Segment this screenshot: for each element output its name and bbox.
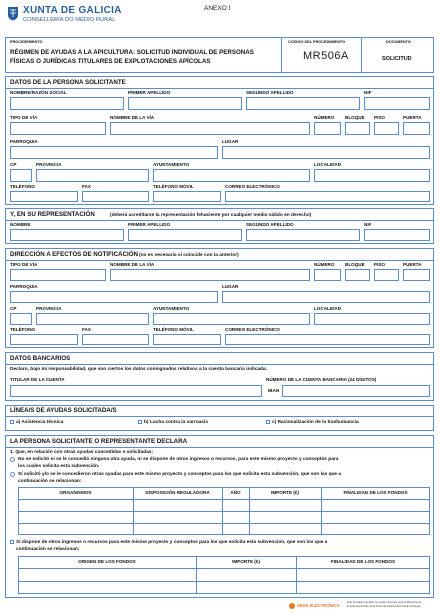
- line-c-checkbox[interactable]: [266, 420, 270, 424]
- line-b-checkbox[interactable]: [138, 420, 142, 424]
- account-holder-field[interactable]: [10, 385, 262, 397]
- n-email-label: CORREO ELECTRÓNICO: [225, 327, 280, 332]
- place-label: LUGAR: [222, 139, 239, 144]
- road-name-field[interactable]: [110, 122, 310, 135]
- number-label: NÚMERO: [314, 115, 335, 120]
- number-field[interactable]: [314, 122, 341, 135]
- representative-subtitle: (deberá acreditarse la representación fehaciente por cualquier medio válido en derecho): [110, 213, 312, 218]
- n-email-field[interactable]: [225, 334, 430, 345]
- road-name-label: NOMBRE DE LA VÍA: [110, 115, 155, 120]
- n-cp-field[interactable]: [10, 313, 32, 325]
- phone-field[interactable]: [10, 191, 78, 202]
- fax-label: FAX: [82, 184, 91, 189]
- n-council-field[interactable]: [153, 313, 310, 325]
- notification-title: DIRECCIÓN A EFECTOS DE NOTIFICACIÓN: [10, 251, 138, 258]
- rep-name-field[interactable]: [10, 229, 124, 241]
- place-field[interactable]: [222, 146, 430, 159]
- block-label: BLOQUE: [345, 115, 365, 120]
- rep-surname1-field[interactable]: [128, 229, 242, 241]
- locality-label: LOCALIDAD: [314, 162, 342, 167]
- n-locality-label: LOCALIDAD: [314, 306, 342, 311]
- n-floor-field[interactable]: [374, 269, 399, 281]
- n-block-label: BLOQUE: [345, 262, 365, 267]
- income-table-header: ORIGEN DE LOS FONDOS: [78, 559, 136, 564]
- option-no-aid-text-2: los cuales solicita esta subvención.: [18, 464, 100, 469]
- surname2-field[interactable]: [246, 97, 360, 110]
- n-place-field[interactable]: [222, 291, 430, 303]
- sede-icon: [289, 603, 295, 609]
- footer-note-2: la sede electrónica de la Xunta de Galicia https://sede.xunta.gal: [347, 605, 421, 608]
- province-label: PROVINCIA: [36, 162, 62, 167]
- rep-surname1-label: PRIMER APELLIDO: [128, 222, 171, 227]
- income-table-header: IMPORTE (€): [232, 559, 260, 564]
- n-road-name-field[interactable]: [110, 269, 310, 281]
- iban-field[interactable]: [282, 385, 430, 397]
- n-province-field[interactable]: [36, 313, 149, 325]
- rep-nif-label: NIF: [364, 222, 372, 227]
- xunta-logo-icon: [7, 6, 19, 21]
- nif-label: NIF: [364, 90, 372, 95]
- parish-label: PARROQUIA: [10, 139, 38, 144]
- procedure-title: RÉGIMEN DE AYUDAS A LA APICULTURA: SOLICITUD INDIVIDUAL DE PERSONAS: [10, 49, 254, 56]
- rep-name-label: NOMBRE: [10, 222, 31, 227]
- option-no-aid-text: No se solicitó ni se le concedió ninguna otra ayuda, ni se dispone de otros ingresos o recursos, para este mismo proyecto y conceptos para: [18, 457, 339, 462]
- representative-title: Y, EN SU REPRESENTACIÓN: [10, 211, 95, 218]
- declaration-title: LA PERSONA SOLICITANTE O REPRESENTANTE DECLARA: [10, 438, 188, 445]
- n-province-label: PROVINCIA: [36, 306, 62, 311]
- n-council-label: AYUNTAMIENTO: [153, 306, 190, 311]
- option-other-aid-text: Sí solicitó y/o se le concedieron otras ayudas para este mismo proyecto y conceptos para los que solicita esta subvención, que son las que a: [18, 472, 342, 477]
- email-label: CORREO ELECTRÓNICO: [225, 184, 280, 189]
- nif-field[interactable]: [364, 97, 430, 110]
- n-floor-label: PISO: [374, 262, 385, 267]
- door-label: PUERTA: [403, 115, 422, 120]
- aid-table-header: IMPORTE (€): [271, 490, 299, 495]
- option-other-income-text: Sí dispone de otros ingresos o recursos para este mismo proyecto y conceptos para los que solicita esta subvención, que son los que a: [16, 540, 328, 545]
- procedure-code: MR506A: [303, 50, 349, 62]
- document-type: SOLICITUD: [382, 56, 412, 62]
- floor-label: PISO: [374, 115, 385, 120]
- n-fax-label: FAX: [82, 327, 91, 332]
- income-table-header: FINALIDAD DE LOS FONDOS: [330, 559, 396, 564]
- sede-label: SEDE ELECTRÓNICA: [297, 603, 340, 608]
- option-other-aid-radio[interactable]: [10, 472, 15, 477]
- floor-field[interactable]: [374, 122, 399, 135]
- option-no-aid-radio[interactable]: [10, 457, 15, 462]
- n-parish-label: PARROQUIA: [10, 284, 38, 289]
- line-b-label: b) Lucha contra la varroasis: [144, 420, 208, 425]
- rep-surname2-label: SEGUNDO APELLIDO: [246, 222, 294, 227]
- applicant-title: DATOS DE LA PERSONA SOLICITANTE: [10, 79, 126, 86]
- bank-title: DATOS BANCARIOS: [10, 355, 71, 362]
- annex-label: ANEXO I: [204, 5, 231, 12]
- road-type-field[interactable]: [10, 122, 106, 135]
- aid-lines-title: LÍNEA/S DE AYUDAS SOLICITADA/S: [10, 407, 117, 414]
- account-number-label: NÚMERO DE LA CUENTA BANCARIA (24 DÍGITOS): [266, 377, 377, 382]
- name-label: NOMBRE/RAZÓN SOCIAL: [10, 90, 67, 95]
- email-field[interactable]: [225, 191, 430, 202]
- n-fax-field[interactable]: [82, 334, 149, 345]
- aid-table-header: DISPOSICIÓN REGULADORA: [145, 490, 210, 495]
- n-place-label: LUGAR: [222, 284, 239, 289]
- n-cp-label: CP: [10, 306, 17, 311]
- bank-declaration: Declaro, bajo mi responsabilidad, que son ciertos los datos consignados relativos a la cuenta bancaria indicada.: [10, 367, 267, 372]
- road-type-label: TIPO DE VÍA: [10, 115, 38, 120]
- option-other-income-text-2: continuación se relacionan:: [16, 547, 80, 552]
- mobile-label: TELÉFONO MÓVIL: [153, 184, 194, 189]
- parish-field[interactable]: [10, 146, 218, 159]
- brand-name: XUNTA DE GALICIA: [23, 5, 122, 16]
- code-label: CÓDIGO DEL PROCEDIMIENTO: [288, 40, 346, 44]
- n-locality-field[interactable]: [314, 313, 430, 325]
- line-a-label: a) Asistencia técnica: [16, 420, 64, 425]
- aid-table-header: ORGANISMOS: [59, 490, 92, 495]
- block-field[interactable]: [345, 122, 370, 135]
- locality-field[interactable]: [314, 169, 430, 182]
- n-mobile-label: TELÉFONO MÓVIL: [153, 327, 194, 332]
- cp-field[interactable]: [10, 169, 32, 182]
- n-number-label: NÚMERO: [314, 262, 335, 267]
- council-field[interactable]: [153, 169, 310, 182]
- option-other-aid-text-2: continuación se relacionan:: [18, 479, 82, 484]
- iban-label: IBAN: [268, 388, 280, 393]
- option-other-income-checkbox[interactable]: [10, 540, 14, 544]
- n-road-name-label: NOMBRE DE LA VÍA: [110, 262, 155, 267]
- procedure-title-line2: FÍSICAS O JURÍDICAS TITULARES DE EXPLOTACIONES APÍCOLAS: [10, 58, 211, 65]
- n-door-label: PUERTA: [403, 262, 422, 267]
- mobile-field[interactable]: [153, 191, 221, 202]
- line-a-checkbox[interactable]: [10, 420, 14, 424]
- n-phone-label: TELÉFONO: [10, 327, 36, 332]
- phone-label: TELÉFONO: [10, 184, 36, 189]
- rep-surname2-field[interactable]: [246, 229, 360, 241]
- council-label: AYUNTAMIENTO: [153, 162, 190, 167]
- n-road-type-field[interactable]: [10, 269, 106, 281]
- surname2-label: SEGUNDO APELLIDO: [246, 90, 294, 95]
- surname1-field[interactable]: [128, 97, 242, 110]
- province-field[interactable]: [36, 169, 149, 182]
- n-number-field[interactable]: [314, 269, 341, 281]
- footer-note: Este formulario también se puede presentar ante el Ministerio de: [347, 601, 422, 604]
- n-phone-field[interactable]: [10, 334, 78, 345]
- aid-table-header: FINALIDAD DE LOS FONDOS: [343, 490, 408, 495]
- procedure-label: PROCEDEMENTO: [10, 40, 43, 44]
- door-field[interactable]: [403, 122, 430, 135]
- n-door-field[interactable]: [403, 269, 430, 281]
- cp-label: CP: [10, 162, 17, 167]
- n-block-field[interactable]: [345, 269, 370, 281]
- rep-nif-field[interactable]: [364, 229, 430, 241]
- line-c-label: c) Racionalización de la trashumancia: [272, 420, 359, 425]
- n-parish-field[interactable]: [10, 291, 218, 303]
- surname1-label: PRIMER APELLIDO: [128, 90, 171, 95]
- document-label: DOCUMENTO: [386, 40, 411, 44]
- n-road-type-label: TIPO DE VÍA: [10, 262, 38, 267]
- account-holder-label: TITULAR DE LA CUENTA: [10, 377, 65, 382]
- question-1: 1. Que, en relación con otras ayudas concedidas o solicitadas:: [10, 450, 154, 455]
- fax-field[interactable]: [82, 191, 149, 202]
- department-name: CONSELLERÍA DO MEDIO RURAL: [23, 17, 116, 23]
- name-field[interactable]: [10, 97, 124, 110]
- notification-subtitle: (no es necesaria si coincide con la anterior): [139, 253, 239, 258]
- n-mobile-field[interactable]: [153, 334, 221, 345]
- aid-table-header: AÑO: [230, 490, 241, 495]
